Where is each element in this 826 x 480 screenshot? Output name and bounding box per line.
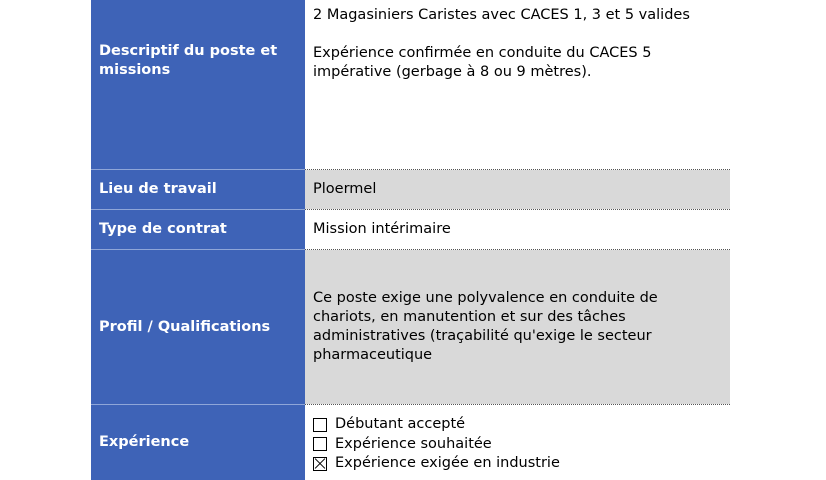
experience-options: [305, 405, 730, 480]
job-offer-table: [91, 0, 730, 480]
experience-option[interactable]: [313, 415, 730, 435]
profil-label: Profil / Qualifications: [91, 250, 305, 404]
row-lieu: [91, 170, 730, 209]
row-profil: [91, 250, 730, 404]
missions-line-2: Expérience confirmée en conduite du CACES 5 impérative (gerbage à 8 ou 9 mètres).: [313, 45, 652, 80]
checkbox-icon[interactable]: [313, 437, 327, 451]
missions-label: Descriptif du poste et missions: [91, 0, 305, 169]
experience-option-label: Expérience souhaitée: [335, 435, 492, 452]
missions-value: [305, 0, 730, 169]
row-missions: [91, 0, 730, 169]
experience-option[interactable]: [313, 454, 730, 474]
lieu-label: Lieu de travail: [91, 170, 305, 209]
profil-value: [305, 250, 730, 404]
lieu-value: Ploermel: [305, 170, 730, 209]
contrat-value: Mission intérimaire: [305, 210, 730, 249]
profil-text: Ce poste exige une polyvalence en conduite de chariots, en manutention et sur des tâches administratives (traçabilité qu'exige le secteur pharmaceutique: [313, 290, 658, 363]
experience-label: Expérience: [91, 405, 305, 480]
experience-option-label: Expérience exigée en industrie: [335, 455, 560, 472]
checkbox-icon[interactable]: [313, 418, 327, 432]
experience-option[interactable]: [313, 435, 730, 455]
checkbox-checked-icon[interactable]: [313, 457, 327, 471]
missions-line-1: 2 Magasiniers Caristes avec CACES 1, 3 et 5 valides: [313, 7, 690, 23]
experience-option-label: Débutant accepté: [335, 416, 466, 433]
contrat-label: Type de contrat: [91, 210, 305, 249]
row-contrat: [91, 210, 730, 249]
row-experience: [91, 405, 730, 480]
